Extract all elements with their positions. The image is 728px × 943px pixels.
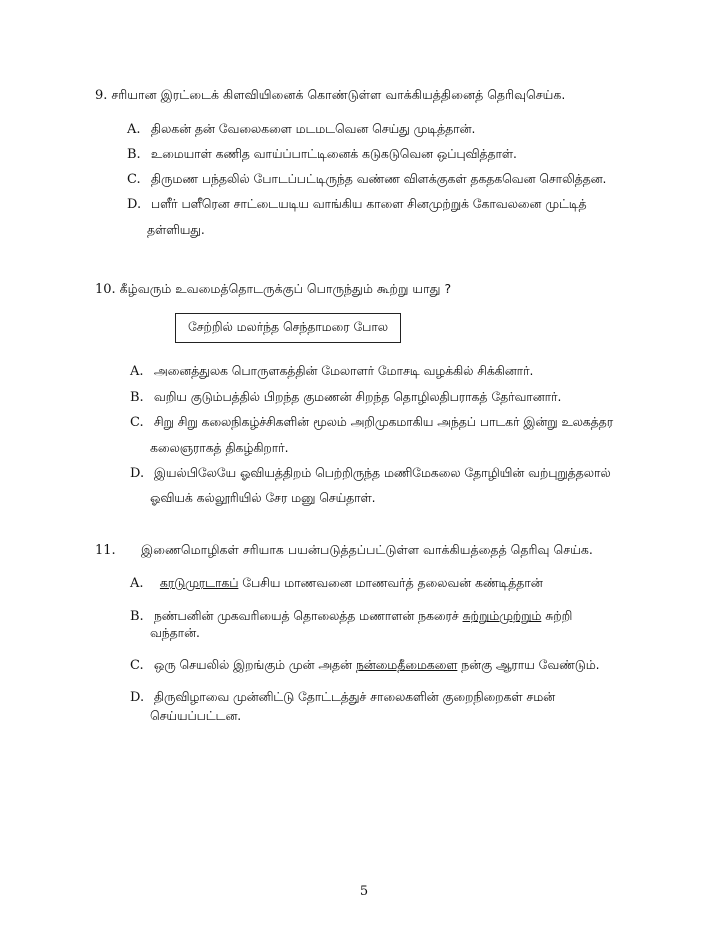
q10-option-c-continued — [150, 441, 289, 457]
q9-option-d-continued — [147, 223, 205, 239]
q11-option-b-continued — [150, 626, 200, 642]
option-letter: C. — [127, 172, 141, 187]
option-text: திருமண பந்தலில் போடப்பட்டிருந்த வண்ண விளக்குகள் தகதகவென சொலித்தன. — [150, 172, 607, 186]
option-text: வறிய குடும்பத்தில் பிறந்த குமணன் சிறந்த தொழிலதிபராகத் தேர்வானார். — [153, 390, 562, 404]
q9-option-d[interactable] — [127, 197, 587, 213]
option-text: உமையாள் கணித வாய்ப்பாட்டினைக் கடுகடுவென ஒப்புவித்தாள். — [150, 147, 517, 161]
page-number: 5 — [359, 884, 369, 899]
underlined-phrase: சுற்றும்முற்றும் — [462, 609, 542, 623]
question-number: 11. — [95, 543, 116, 558]
underlined-phrase: கரடுமுரடாகப் — [159, 576, 239, 590]
option-letter: A. — [130, 364, 144, 379]
question-text: கீழ்வரும் உவமைத்தொடருக்குப் பொருந்தும் கூற்று யாது ? — [119, 281, 452, 296]
q11-option-a[interactable] — [130, 576, 543, 592]
option-letter: B. — [130, 609, 144, 624]
option-text-continued: ஓவியக் கல்லூரியில் சேர மனு செய்தாள். — [150, 491, 376, 505]
q11-option-d[interactable] — [130, 690, 555, 706]
question-number: 9. — [95, 88, 108, 103]
option-letter: D. — [127, 197, 142, 212]
question-10 — [95, 281, 451, 298]
q9-option-a[interactable] — [127, 122, 475, 138]
option-text-continued: தள்ளியது. — [147, 223, 205, 237]
option-text: இயல்பிலேயே ஓவியத்திறம் பெற்றிருந்த மணிமேகலை தோழியின் வற்புறுத்தலால் — [153, 466, 611, 480]
q10-option-c[interactable] — [130, 415, 613, 431]
question-9 — [95, 87, 565, 104]
q10-option-a[interactable] — [130, 364, 533, 380]
q11-option-c[interactable] — [130, 658, 600, 674]
option-text: பேசிய மாணவனை மாணவர்த் தலைவன் கண்டித்தான் — [238, 576, 543, 590]
option-letter: D. — [130, 690, 145, 705]
option-text: நன்கு ஆராய வேண்டும். — [457, 658, 600, 672]
option-letter: C. — [130, 658, 144, 673]
q10-option-d[interactable] — [130, 466, 611, 482]
question-number: 10. — [95, 282, 116, 297]
option-text-continued: வந்தான். — [150, 626, 200, 640]
underlined-phrase: நன்மைதீமைகளை — [355, 658, 458, 672]
question-text: சரியான இரட்டைக் கிளவியினைக் கொண்டுள்ள வாக்கியத்தினைத் தெரிவுசெய்க. — [111, 87, 566, 102]
simile-box — [175, 313, 401, 343]
q10-option-d-continued — [150, 491, 376, 507]
option-text: அனைத்துலக பொருளகத்தின் மேலாளர் மோசடி வழக்கில் சிக்கினார். — [153, 364, 534, 378]
option-text: திருவிழாவை முன்னிட்டு தோட்டத்துச் சாலைகளின் குறைநிறைகள் சமன் — [153, 690, 556, 704]
option-letter: C. — [130, 415, 144, 430]
option-letter: B. — [130, 390, 144, 405]
option-letter: A. — [130, 576, 144, 591]
option-text: சுற்றி — [541, 609, 573, 623]
q11-option-b[interactable] — [130, 609, 572, 625]
q10-option-b[interactable] — [130, 390, 561, 406]
q11-option-d-continued — [150, 709, 241, 725]
simile-phrase: சேற்றில் மலர்ந்த செந்தாமரை போல — [188, 320, 388, 334]
option-text: பளீர் பளீரென சாட்டையடிய வாங்கிய காளை சினமுற்றுக் கோவலனை முட்டித் — [150, 197, 587, 211]
option-text: சிறு சிறு கலைநிகழ்ச்சிகளின் மூலம் அறிமுகமாகிய அந்தப் பாடகர் இன்று உலகத்தர — [153, 415, 614, 429]
option-letter: D. — [130, 466, 145, 481]
q9-option-b[interactable] — [127, 147, 517, 163]
option-text: ஒரு செயலில் இறங்கும் முன் அதன் — [153, 658, 356, 672]
option-text: திலகன் தன் வேலைகளை மடமடவென செய்து முடித்தான். — [150, 122, 476, 136]
option-letter: A. — [127, 122, 141, 137]
option-text: நண்பனின் முகவரியைத் தொலைத்த மணாளன் நகரைச் — [153, 609, 463, 623]
q9-option-c[interactable] — [127, 172, 606, 188]
option-text-continued: செய்யப்பட்டன. — [150, 709, 242, 723]
question-text: இணைமொழிகள் சரியாக பயன்படுத்தப்பட்டுள்ள வாக்கியத்தைத் தெரிவு செய்க. — [140, 542, 593, 557]
option-text-continued: கலைஞராகத் திகழ்கிறார். — [150, 441, 289, 455]
question-11 — [95, 542, 593, 559]
option-letter: B. — [127, 147, 141, 162]
